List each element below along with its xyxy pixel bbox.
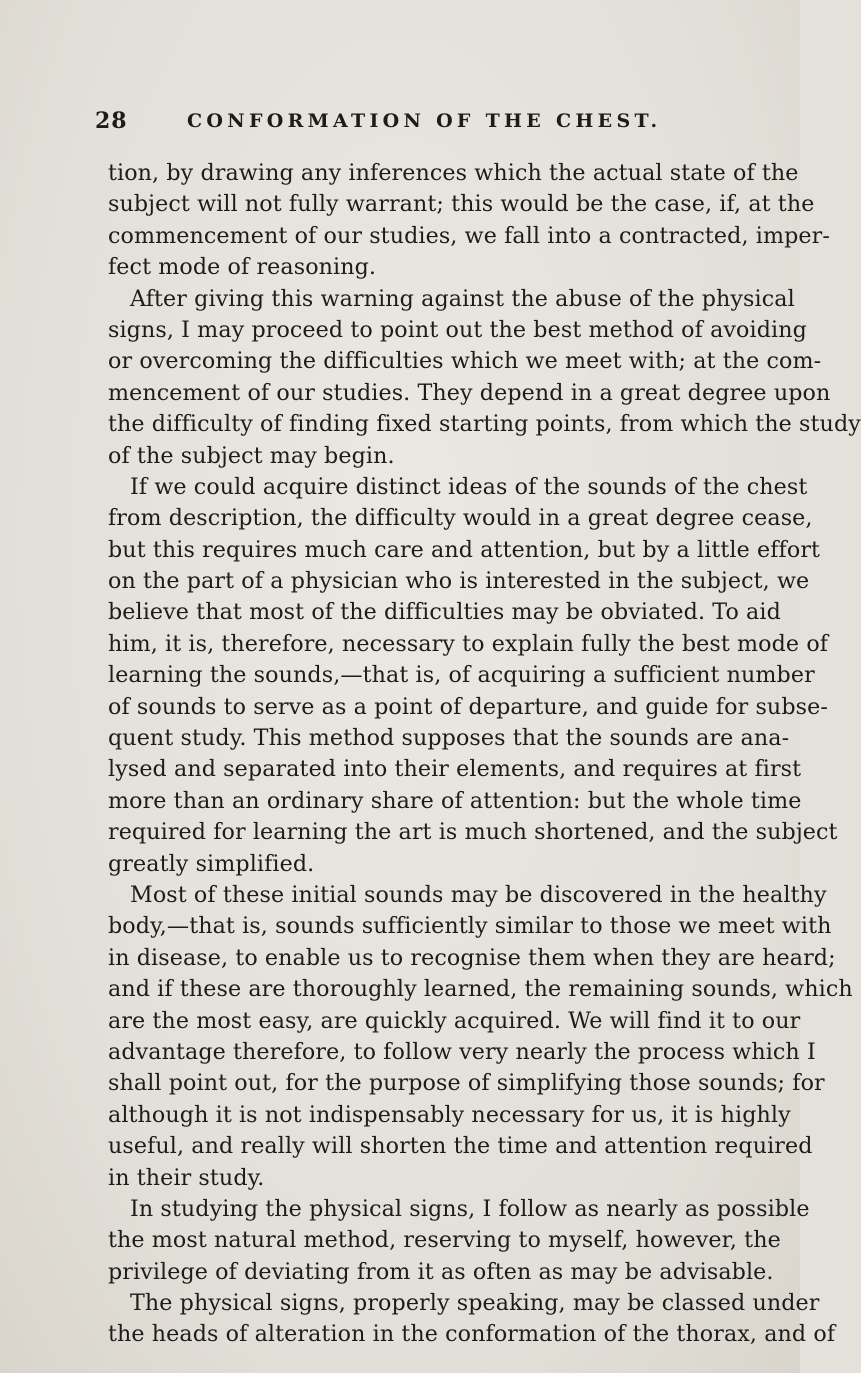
text-line: shall point out, for the purpose of simplifying those sounds; for xyxy=(108,1070,825,1097)
text-line: body,—that is, sounds sufficiently similar to those we meet with xyxy=(108,913,832,940)
text-line: In studying the physical signs, I follow as nearly as possible xyxy=(130,1195,810,1222)
text-line: required for learning the art is much shortened, and the subject xyxy=(108,819,838,846)
text-line: lysed and separated into their elements, and requires at first xyxy=(108,756,802,783)
text-line: believe that most of the difficulties may be obviated. To aid xyxy=(108,599,781,626)
text-line: signs, I may proceed to point out the best method of avoiding xyxy=(108,316,807,343)
text-line: in their study. xyxy=(108,1164,265,1191)
text-line: greatly simplified. xyxy=(108,850,315,877)
text-line: the difficulty of finding fixed starting points, from which the study xyxy=(108,411,861,438)
text-line: the heads of alteration in the conformation of the thorax, and of xyxy=(108,1321,836,1348)
text-line: the most natural method, reserving to myself, however, the xyxy=(108,1227,781,1254)
text-line: commencement of our studies, we fall into a contracted, imper- xyxy=(108,222,830,249)
text-line: quent study. This method supposes that the sounds are ana- xyxy=(108,725,790,752)
text-line: Most of these initial sounds may be discovered in the healthy xyxy=(130,881,827,908)
text-line: The physical signs, properly speaking, may be classed under xyxy=(130,1290,820,1317)
running-head: CONFORMATION OF THE CHEST. xyxy=(187,110,662,132)
text-line: but this requires much care and attention, but by a little effort xyxy=(108,536,821,563)
text-line: more than an ordinary share of attention: but the whole time xyxy=(108,787,802,814)
text-line: tion, by drawing any inferences which the actual state of the xyxy=(108,160,799,186)
text-line: After giving this warning against the abuse of the physical xyxy=(130,285,795,312)
text-line: fect mode of reasoning. xyxy=(108,254,377,281)
text-line: advantage therefore, to follow very nearly the process which I xyxy=(108,1038,816,1065)
body-text xyxy=(108,158,861,1351)
text-line: mencement of our studies. They depend in a great degree upon xyxy=(108,379,831,406)
text-line: If we could acquire distinct ideas of the sounds of the chest xyxy=(130,473,808,500)
text-line: him, it is, therefore, necessary to explain fully the best mode of xyxy=(108,630,829,657)
text-line: of the subject may begin. xyxy=(108,442,395,469)
text-line: and if these are thoroughly learned, the remaining sounds, which xyxy=(108,976,853,1003)
text-line: on the part of a physician who is interested in the subject, we xyxy=(108,568,810,595)
text-line: subject will not fully warrant; this would be the case, if, at the xyxy=(108,191,815,218)
page-header xyxy=(95,108,735,142)
text-line: or overcoming the difficulties which we meet with; at the com- xyxy=(108,348,822,375)
text-line: in disease, to enable us to recognise them when they are heard; xyxy=(108,944,836,971)
text-line: are the most easy, are quickly acquired. We will find it to our xyxy=(108,1007,801,1034)
text-line: of sounds to serve as a point of departure, and guide for subse- xyxy=(108,693,828,720)
page-number: 28 xyxy=(95,108,128,134)
text-line: although it is not indispensably necessary for us, it is highly xyxy=(108,1101,791,1128)
text-line: learning the sounds,—that is, of acquiring a sufficient number xyxy=(108,662,815,689)
text-line: privilege of deviating from it as often as may be advisable. xyxy=(108,1258,774,1285)
text-line: useful, and really will shorten the time and attention required xyxy=(108,1133,813,1160)
text-line: from description, the difficulty would in a great degree cease, xyxy=(108,505,813,532)
